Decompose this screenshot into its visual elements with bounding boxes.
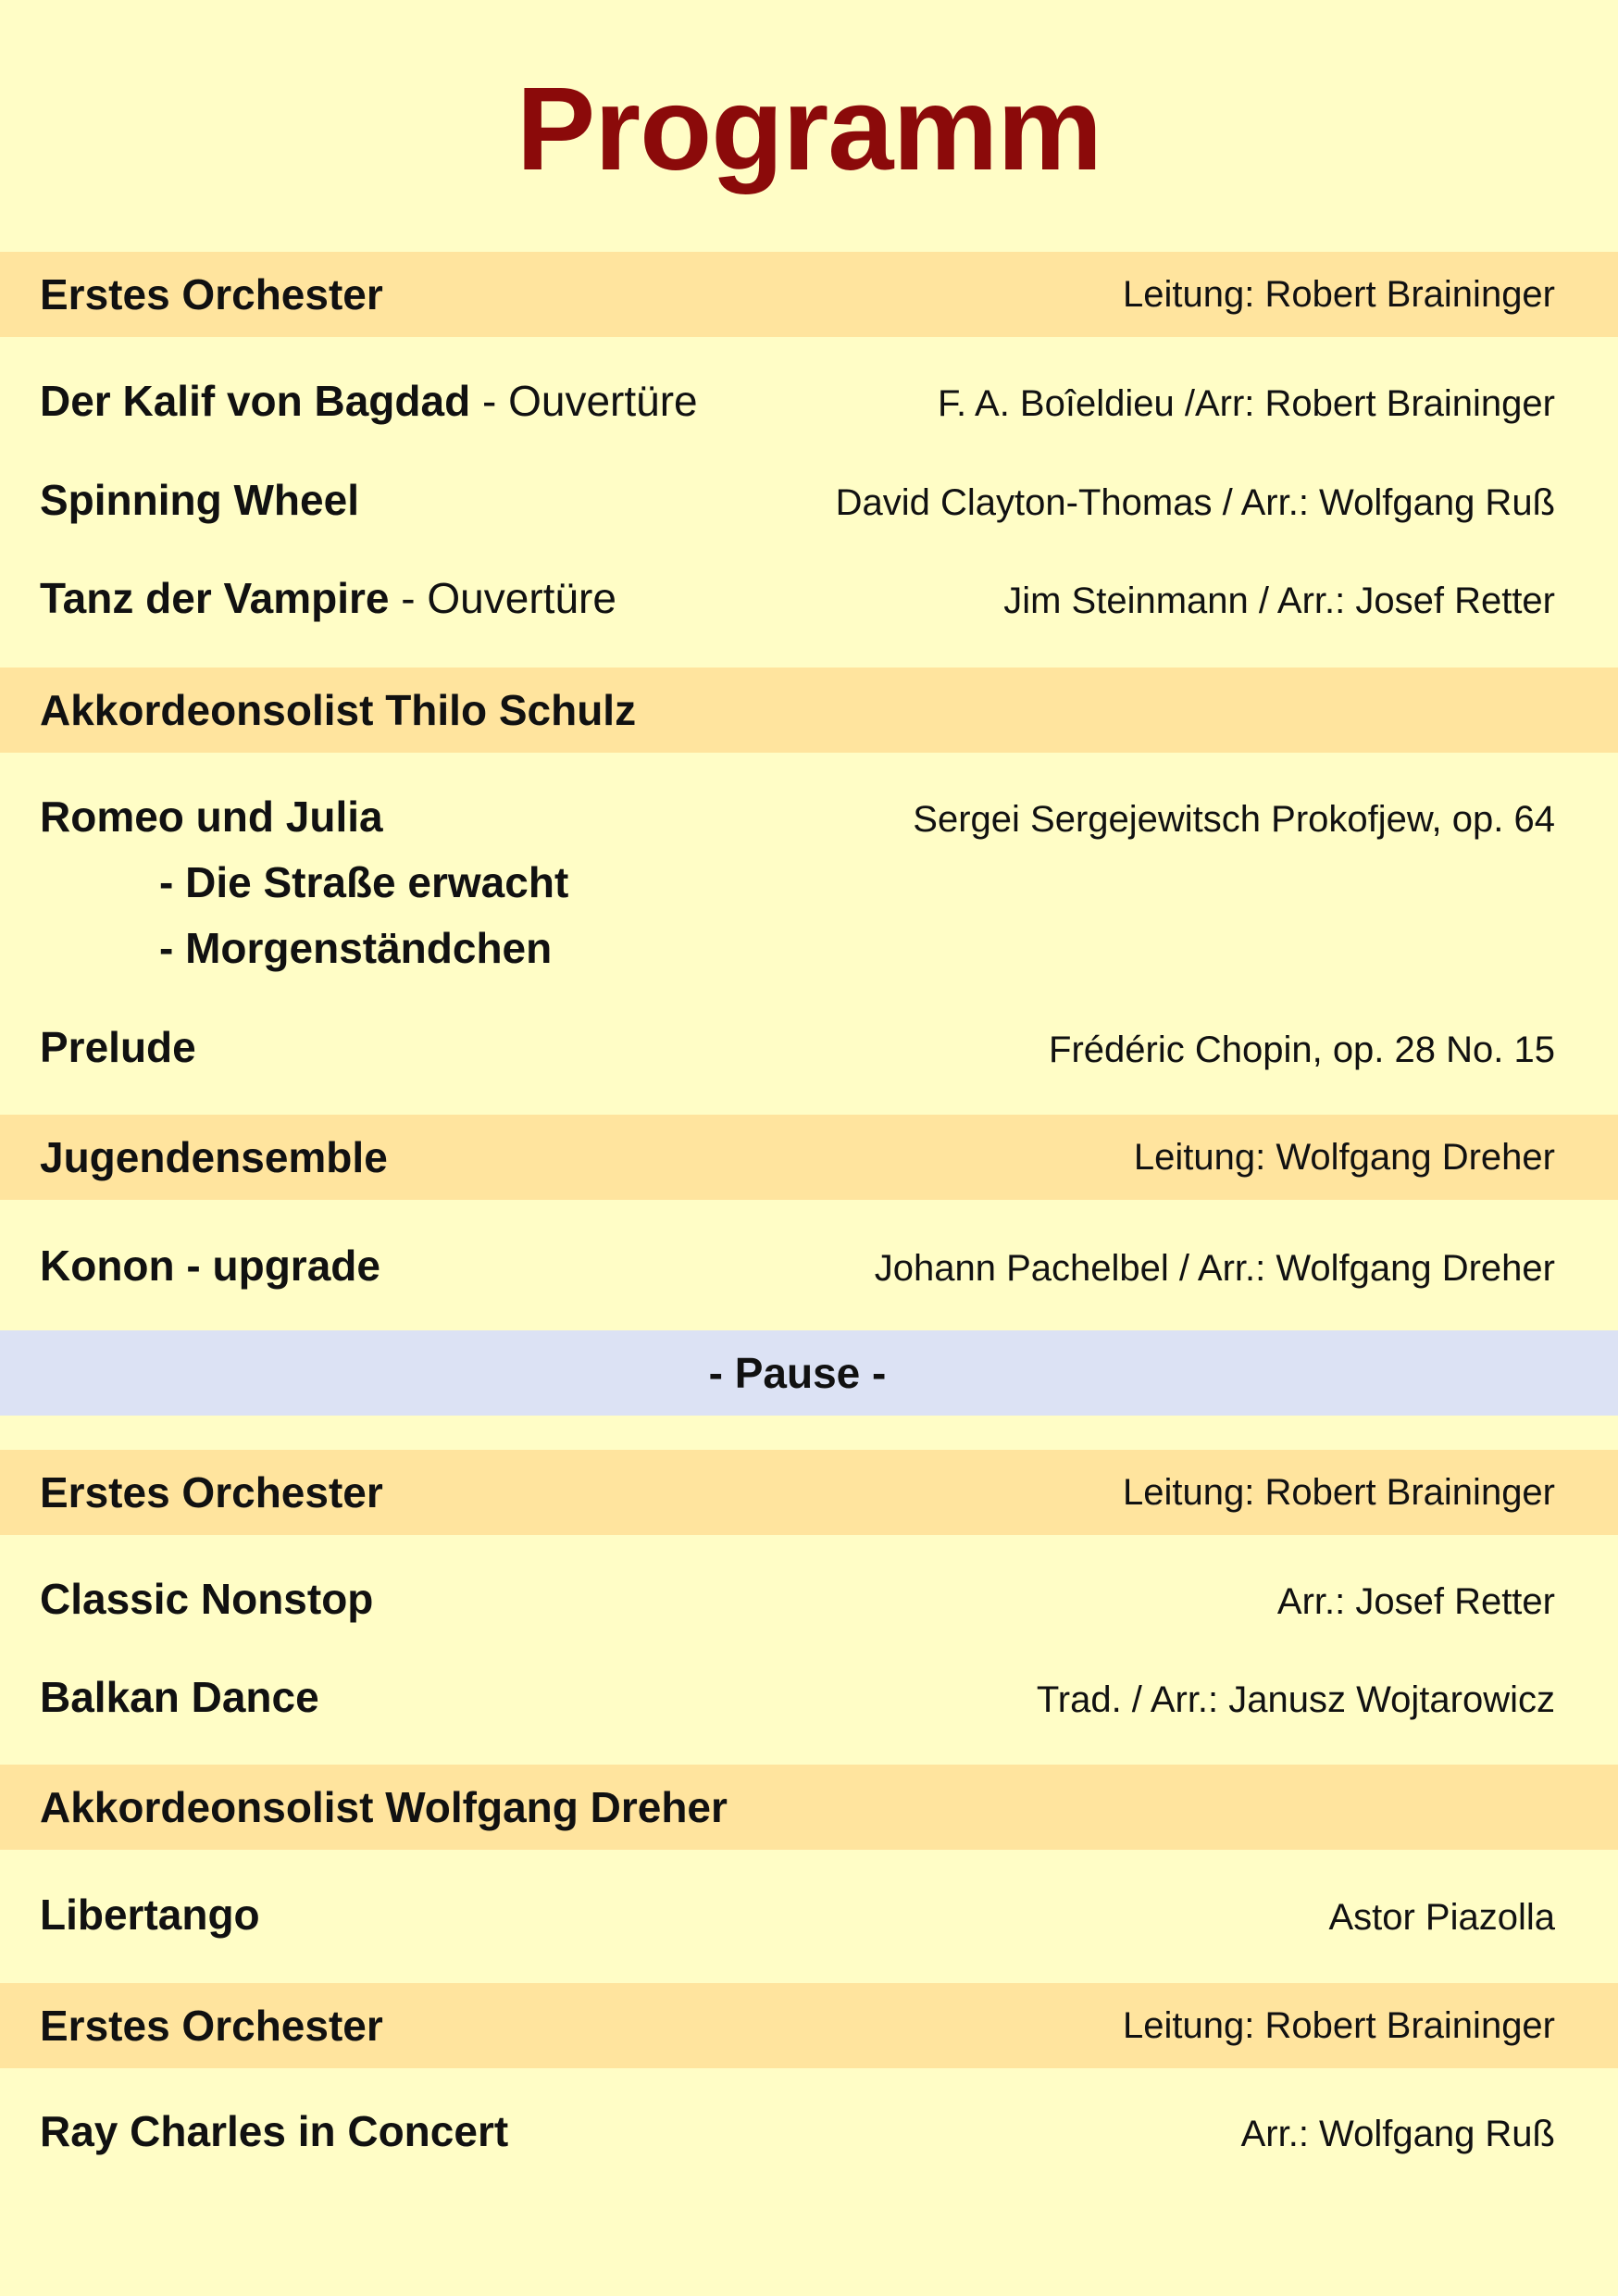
work-title: Ray Charles in Concert	[40, 2107, 509, 2155]
work-title: Prelude	[40, 1023, 196, 1071]
composer: Sergei Sergejewitsch Prokofjew, op. 64	[913, 799, 1555, 840]
program-item-prelude	[40, 1022, 1555, 1072]
program-item-ray-charles	[40, 2106, 1555, 2156]
movement-item: - Morgenständchen	[159, 924, 553, 972]
section-header-erstes-orchester-2	[0, 1450, 1618, 1535]
program-item-libertango	[40, 1890, 1555, 1940]
pause-banner	[0, 1330, 1618, 1416]
composer: Arr.: Josef Retter	[1276, 1581, 1555, 1622]
conductor-label: Leitung: Robert Braininger	[1123, 273, 1555, 315]
composer: Arr.: Wolfgang Ruß	[1240, 2114, 1555, 2154]
program-item-kalif	[40, 376, 1555, 426]
composer: Trad. / Arr.: Janusz Wojtarowicz	[1036, 1679, 1555, 1720]
work-title: Classic Nonstop	[40, 1575, 374, 1623]
section-header-thilo-schulz	[0, 668, 1618, 753]
work-title: Libertango	[40, 1890, 260, 1939]
composer: Jim Steinmann / Arr.: Josef Retter	[1003, 580, 1555, 621]
conductor-label: Leitung: Wolfgang Dreher	[1133, 1136, 1555, 1178]
pause-label: - Pause -	[708, 1349, 887, 1397]
work-title: Konon - upgrade	[40, 1242, 380, 1290]
composer: Astor Piazolla	[1328, 1897, 1555, 1938]
program-item-spinning-wheel	[40, 475, 1555, 525]
page-title: Programm	[516, 63, 1102, 195]
work-title: Romeo und Julia	[40, 792, 383, 841]
program-item-classic-nonstop	[40, 1574, 1555, 1624]
conductor-label: Leitung: Robert Braininger	[1123, 1471, 1555, 1513]
section-title: Erstes Orchester	[40, 2002, 383, 2050]
work-title: Balkan Dance	[40, 1673, 319, 1721]
section-title: Erstes Orchester	[40, 270, 383, 318]
section-header-jugendensemble	[0, 1115, 1618, 1200]
work-title: Tanz der Vampire - Ouvertüre	[40, 574, 616, 622]
section-title: Jugendensemble	[40, 1133, 388, 1181]
composer: F. A. Boîeldieu /Arr: Robert Braininger	[938, 383, 1555, 424]
program-item-balkan-dance	[40, 1672, 1555, 1722]
section-title: Erstes Orchester	[40, 1468, 383, 1516]
section-header-wolfgang-dreher	[0, 1765, 1618, 1850]
section-title: Akkordeonsolist Wolfgang Dreher	[40, 1783, 728, 1831]
section-header-erstes-orchester-3	[0, 1983, 1618, 2068]
composer: David Clayton-Thomas / Arr.: Wolfgang Ruß	[835, 482, 1555, 523]
composer: Johann Pachelbel / Arr.: Wolfgang Dreher	[874, 1248, 1555, 1289]
movement-item: - Die Straße erwacht	[159, 858, 569, 906]
conductor-label: Leitung: Robert Braininger	[1123, 2004, 1555, 2046]
section-title: Akkordeonsolist Thilo Schulz	[40, 686, 637, 734]
work-title: Der Kalif von Bagdad - Ouvertüre	[40, 377, 698, 425]
program-item-konon	[40, 1241, 1555, 1291]
program-item-romeo-und-julia	[40, 792, 1555, 842]
program-item-tanz-der-vampire	[40, 573, 1555, 623]
section-header-erstes-orchester-1	[0, 252, 1618, 337]
composer: Frédéric Chopin, op. 28 No. 15	[1049, 1029, 1555, 1070]
work-title: Spinning Wheel	[40, 476, 359, 524]
